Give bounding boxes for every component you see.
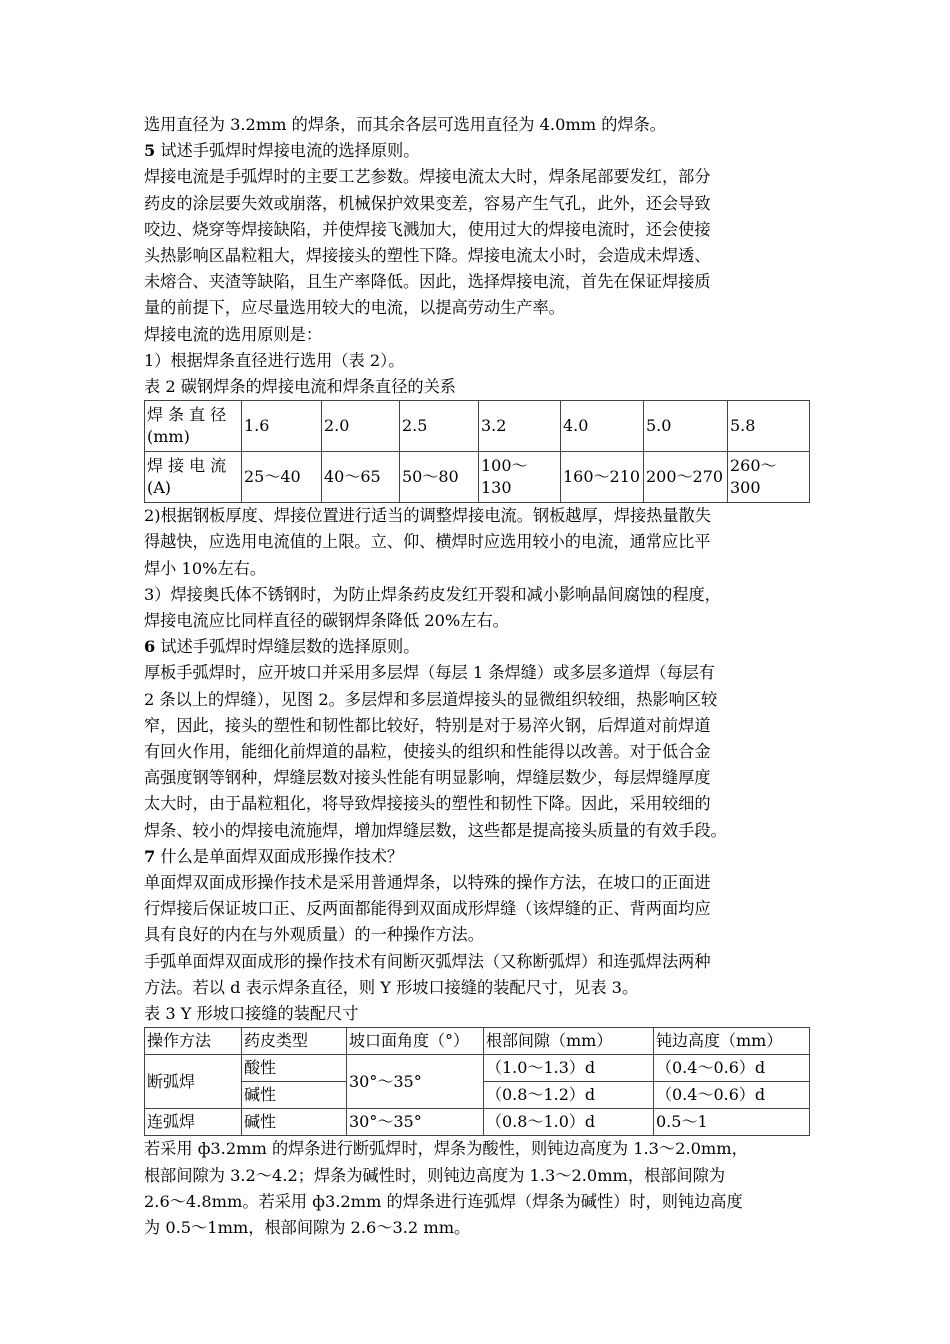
table-cell: 断弧焊: [145, 1055, 242, 1109]
table-2-caption: 表 2 碳钢焊条的焊接电流和焊条直径的关系: [144, 377, 456, 397]
text-line: 单面焊双面成形操作技术是采用普通焊条，以特殊的操作方法，在坡口的正面进: [144, 873, 711, 893]
column-header: 药皮类型: [242, 1028, 347, 1055]
table-row: [145, 1055, 810, 1082]
column-header: 操作方法: [145, 1028, 242, 1055]
text-line: 焊接电流应比同样直径的碳钢焊条降低 20%左右。: [144, 611, 509, 631]
document-page: [144, 112, 812, 1241]
table-cell: 0.5～1: [654, 1109, 810, 1136]
table-3-caption: 表 3 Y 形坡口接缝的装配尺寸: [144, 1004, 359, 1024]
text-line: 焊条、较小的焊接电流施焊，增加焊缝层数，这些都是提高接头质量的有效手段。: [144, 820, 727, 840]
table-cell: 3.2: [479, 401, 561, 452]
section-heading-7: [144, 844, 812, 870]
text-line: 厚板手弧焊时，应开坡口并采用多层焊（每层 1 条焊缝）或多层多道焊（每层有: [144, 663, 715, 683]
heading-number: 7: [144, 846, 156, 866]
table-cell: （1.0～1.3）d: [484, 1055, 654, 1082]
table-cell: 25～40: [242, 452, 322, 503]
table-cell: （0.8～1.2）d: [484, 1082, 654, 1109]
table-row: [145, 401, 810, 452]
text-line: 太大时，由于晶粒粗化，将导致焊接接头的塑性和韧性下降。因此，采用较细的: [144, 794, 711, 814]
text-line: 药皮的涂层要失效或崩落，机械保护效果变差，容易产生气孔，此外，还会导致: [144, 193, 711, 213]
text-line: 高强度钢等钢种，焊缝层数对接头性能有明显影响，焊缝层数少，每层焊缝厚度: [144, 768, 711, 788]
text-line: 行焊接后保证坡口正、反两面都能得到双面成形焊缝（该焊缝的正、背两面均应: [144, 899, 711, 919]
column-header: 根部间隙（mm）: [484, 1028, 654, 1055]
table-cell: （0.4～0.6）d: [654, 1055, 810, 1082]
text-line: 3）焊接奥氏体不锈钢时，为防止焊条药皮发红开裂和减小影响晶间腐蚀的程度，: [144, 584, 721, 604]
row-label-current: 焊 接 电 流 (A): [145, 452, 242, 503]
text-line: 根部间隙为 3.2～4.2；焊条为碱性时，则钝边高度为 1.3～2.0mm，根部间隙为: [144, 1165, 726, 1185]
table-cell: 30°～35°: [347, 1055, 484, 1109]
heading-number: 6: [144, 637, 156, 657]
table-cell: 碱性: [242, 1109, 347, 1136]
heading-title: 试述手弧焊时焊接电流的选择原则。: [155, 141, 420, 161]
text-line: 1）根据焊条直径进行选用（表 2）。: [144, 350, 405, 370]
table-cell: 5.0: [644, 401, 728, 452]
table-cell: 30°～35°: [347, 1109, 484, 1136]
table-cell: 1.6: [242, 401, 322, 452]
table-row: [145, 452, 810, 503]
heading-title: 什么是单面焊双面成形操作技术？: [155, 846, 404, 866]
text-line: 咬边、烧穿等焊接缺陷，并使焊接飞溅加大，使用过大的焊接电流时，还会使接: [144, 219, 711, 239]
table-header-row: [145, 1028, 810, 1055]
table-cell: 4.0: [561, 401, 644, 452]
column-header: 坡口面角度（°）: [347, 1028, 484, 1055]
text-line: 有回火作用，能细化前焊道的晶粒，使接头的组织和性能得以改善。对于低合金: [144, 742, 711, 762]
text-line: 具有良好的内在与外观质量）的一种操作方法。: [144, 925, 484, 945]
table-cell: 50～80: [400, 452, 479, 503]
table-2: [144, 400, 810, 503]
text-line: 方法。若以 d 表示焊条直径，则 Y 形坡口接缝的装配尺寸，见表 3。: [144, 977, 639, 997]
table-cell: 2.0: [322, 401, 400, 452]
heading-title: 试述手弧焊时焊缝层数的选择原则。: [155, 637, 420, 657]
table-cell: （0.8～1.0）d: [484, 1109, 654, 1136]
text-line: 2)根据钢板厚度、焊接位置进行适当的调整焊接电流。钢板越厚，焊接热量散失: [144, 506, 711, 526]
text-line: 得越快，应选用电流值的上限。立、仰、横焊时应选用较小的电流，通常应比平: [144, 532, 711, 552]
text-line: 焊接电流是手弧焊时的主要工艺参数。焊接电流太大时，焊条尾部要发红，部分: [144, 167, 711, 187]
text-line: 为 0.5～1mm，根部间隙为 2.6～3.2 mm。: [144, 1217, 471, 1237]
text-line: 2 条以上的焊缝），见图 2。多层焊和多层道焊接头的显微组织较细，热影响区较: [144, 689, 718, 709]
text-line: 选用直径为 3.2mm 的焊条，而其余各层可选用直径为 4.0mm 的焊条。: [144, 115, 666, 134]
table-cell: 200～270: [644, 452, 728, 503]
table-cell: 酸性: [242, 1055, 347, 1082]
table-cell: 5.8: [728, 401, 810, 452]
section-heading-5: [144, 138, 812, 164]
table-cell: 100～130: [479, 452, 561, 503]
text-line: 若采用 ф3.2mm 的焊条进行断弧焊时，焊条为酸性，则钝边高度为 1.3～2.0mm，: [144, 1139, 748, 1159]
text-line: 未熔合、夹渣等缺陷，且生产率降低。因此，选择焊接电流，首先在保证焊接质: [144, 272, 711, 292]
table-cell: 碱性: [242, 1082, 347, 1109]
row-label-diameter: 焊 条 直 径 (mm): [145, 401, 242, 452]
section-heading-6: [144, 634, 812, 660]
column-header: 钝边高度（mm）: [654, 1028, 810, 1055]
table-cell: 260～300: [728, 452, 810, 503]
text-line: 手弧单面焊双面成形的操作技术有间断灭弧焊法（又称断弧焊）和连弧焊法两种: [144, 951, 711, 971]
text-line: 2.6～4.8mm。若采用 ф3.2mm 的焊条进行连弧焊（焊条为碱性）时，则钝边高度: [144, 1191, 743, 1211]
table-cell: （0.4～0.6）d: [654, 1082, 810, 1109]
table-cell: 160～210: [561, 452, 644, 503]
table-cell: 40～65: [322, 452, 400, 503]
table-3: [144, 1027, 810, 1136]
table-cell: 2.5: [400, 401, 479, 452]
table-cell: 连弧焊: [145, 1109, 242, 1136]
text-line: 焊接电流的选用原则是：: [144, 324, 323, 344]
text-line: 窄，因此，接头的塑性和韧性都比较好，特别是对于易淬火钢，后焊道对前焊道: [144, 715, 711, 735]
text-line: 量的前提下，应尽量选用较大的电流，以提高劳动生产率。: [144, 298, 565, 318]
text-line: 焊小 10%左右。: [144, 558, 267, 578]
heading-number: 5: [144, 141, 156, 161]
table-row: [145, 1109, 810, 1136]
text-line: 头热影响区晶粒粗大，焊接接头的塑性下降。焊接电流太小时，会造成未焊透、: [144, 246, 711, 266]
